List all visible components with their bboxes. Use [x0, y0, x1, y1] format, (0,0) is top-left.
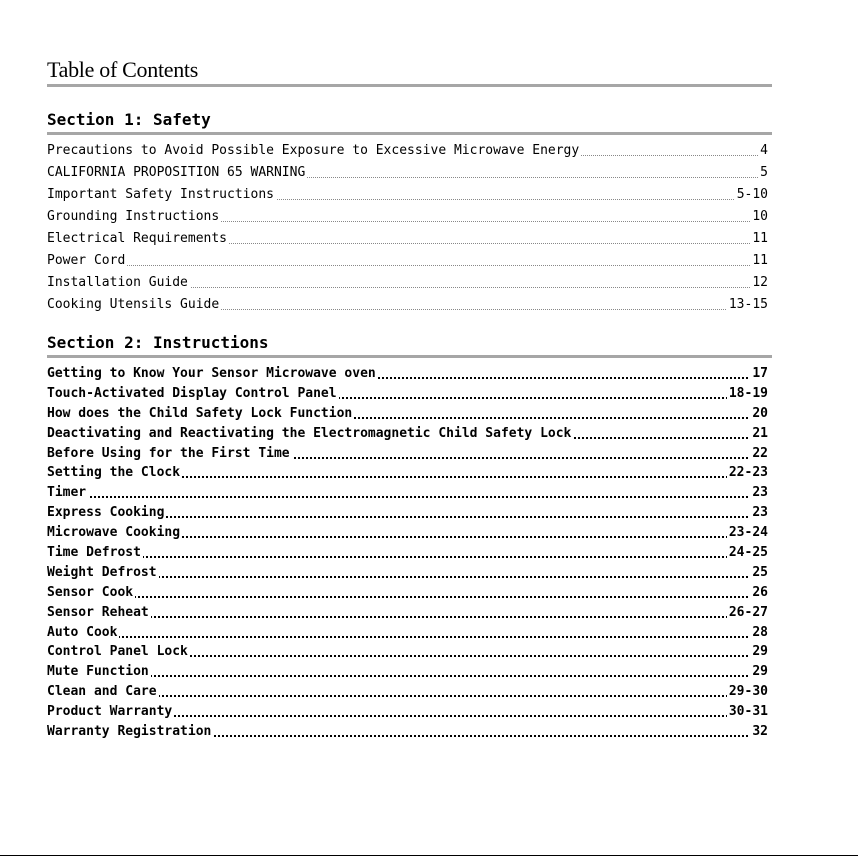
entry-page: 29	[750, 642, 768, 662]
entry-title: Installation Guide	[47, 272, 190, 294]
entry-page: 4	[758, 140, 768, 162]
entry-page: 22	[750, 444, 768, 464]
entry-title: Sensor Cook	[47, 583, 135, 603]
toc-entry[interactable]	[47, 543, 768, 563]
page-title: Table of Contents	[47, 57, 198, 82]
entry-title: How does the Child Safety Lock Function	[47, 404, 354, 424]
toc-entry[interactable]	[47, 140, 768, 162]
dot-leader	[47, 616, 768, 618]
toc-entry[interactable]	[47, 503, 768, 523]
toc-entry[interactable]	[47, 162, 768, 184]
entry-page: 28	[750, 623, 768, 643]
toc-entry[interactable]	[47, 294, 768, 316]
dot-leader	[47, 556, 768, 558]
toc-entry[interactable]	[47, 250, 768, 272]
entry-page: 5	[758, 162, 768, 184]
entry-page: 29	[750, 662, 768, 682]
entry-title: Clean and Care	[47, 682, 159, 702]
toc-entry[interactable]	[47, 483, 768, 503]
toc-entry[interactable]	[47, 563, 768, 583]
toc-entry[interactable]	[47, 722, 768, 742]
dot-leader	[47, 675, 768, 677]
toc-entry[interactable]	[47, 523, 768, 543]
entry-title: Microwave Cooking	[47, 523, 182, 543]
entry-page: 23	[750, 483, 768, 503]
title-divider	[47, 84, 772, 87]
entry-page: 24-25	[727, 543, 768, 563]
entry-page: 11	[750, 228, 768, 250]
toc-entry[interactable]	[47, 702, 768, 722]
entry-page: 11	[750, 250, 768, 272]
entry-title: Electrical Requirements	[47, 228, 229, 250]
entry-page: 18-19	[727, 384, 768, 404]
section-1-entries	[47, 140, 768, 316]
section-2-divider	[47, 355, 772, 358]
section-1-divider	[47, 132, 772, 135]
entry-title: Auto Cook	[47, 623, 119, 643]
entry-page: 22-23	[727, 463, 768, 483]
dot-leader	[47, 265, 768, 266]
dot-leader	[47, 596, 768, 598]
entry-page: 13-15	[727, 294, 768, 316]
toc-entry[interactable]	[47, 444, 768, 464]
entry-title: Express Cooking	[47, 503, 166, 523]
toc-entry[interactable]	[47, 228, 768, 250]
entry-title: Mute Function	[47, 662, 151, 682]
toc-entry[interactable]	[47, 463, 768, 483]
toc-entry[interactable]	[47, 583, 768, 603]
entry-page: 17	[750, 364, 768, 384]
entry-page: 10	[750, 206, 768, 228]
toc-entry[interactable]	[47, 404, 768, 424]
dot-leader	[47, 496, 768, 498]
toc-entry[interactable]	[47, 642, 768, 662]
entry-page: 5-10	[735, 184, 768, 206]
entry-title: Control Panel Lock	[47, 642, 190, 662]
entry-title: Before Using for the First Time	[47, 444, 292, 464]
entry-page: 32	[750, 722, 768, 742]
toc-entry[interactable]	[47, 272, 768, 294]
entry-title: Sensor Reheat	[47, 603, 151, 623]
entry-page: 23	[750, 503, 768, 523]
entry-page: 26-27	[727, 603, 768, 623]
toc-entry[interactable]	[47, 662, 768, 682]
entry-page: 12	[750, 272, 768, 294]
toc-entry[interactable]	[47, 682, 768, 702]
entry-page: 25	[750, 563, 768, 583]
entry-page: 30-31	[727, 702, 768, 722]
toc-entry[interactable]	[47, 364, 768, 384]
toc-entry[interactable]	[47, 384, 768, 404]
toc-entry[interactable]	[47, 206, 768, 228]
entry-page: 21	[750, 424, 768, 444]
entry-title: Grounding Instructions	[47, 206, 221, 228]
toc-entry[interactable]	[47, 603, 768, 623]
entry-title: Weight Defrost	[47, 563, 159, 583]
entry-title: Timer	[47, 483, 88, 503]
entry-title: CALIFORNIA PROPOSITION 65 WARNING	[47, 162, 307, 184]
section-2-entries	[47, 364, 768, 742]
page-bottom-edge	[0, 855, 858, 856]
entry-title: Setting the Clock	[47, 463, 182, 483]
entry-title: Important Safety Instructions	[47, 184, 276, 206]
entry-title: Warranty Registration	[47, 722, 213, 742]
section-1-heading: Section 1: Safety	[47, 110, 211, 129]
entry-page: 29-30	[727, 682, 768, 702]
entry-title: Time Defrost	[47, 543, 143, 563]
entry-page: 26	[750, 583, 768, 603]
entry-title: Getting to Know Your Sensor Microwave oven	[47, 364, 378, 384]
entry-title: Cooking Utensils Guide	[47, 294, 221, 316]
dot-leader	[47, 636, 768, 638]
entry-title: Power Cord	[47, 250, 127, 272]
section-2-heading: Section 2: Instructions	[47, 333, 269, 352]
toc-entry[interactable]	[47, 424, 768, 444]
entry-page: 23-24	[727, 523, 768, 543]
entry-title: Precautions to Avoid Possible Exposure to Excessive Microwave Energy	[47, 140, 581, 162]
entry-title: Deactivating and Reactivating the Electromagnetic Child Safety Lock	[47, 424, 573, 444]
entry-page: 20	[750, 404, 768, 424]
toc-entry[interactable]	[47, 623, 768, 643]
entry-title: Touch-Activated Display Control Panel	[47, 384, 339, 404]
toc-entry[interactable]	[47, 184, 768, 206]
entry-title: Product Warranty	[47, 702, 174, 722]
